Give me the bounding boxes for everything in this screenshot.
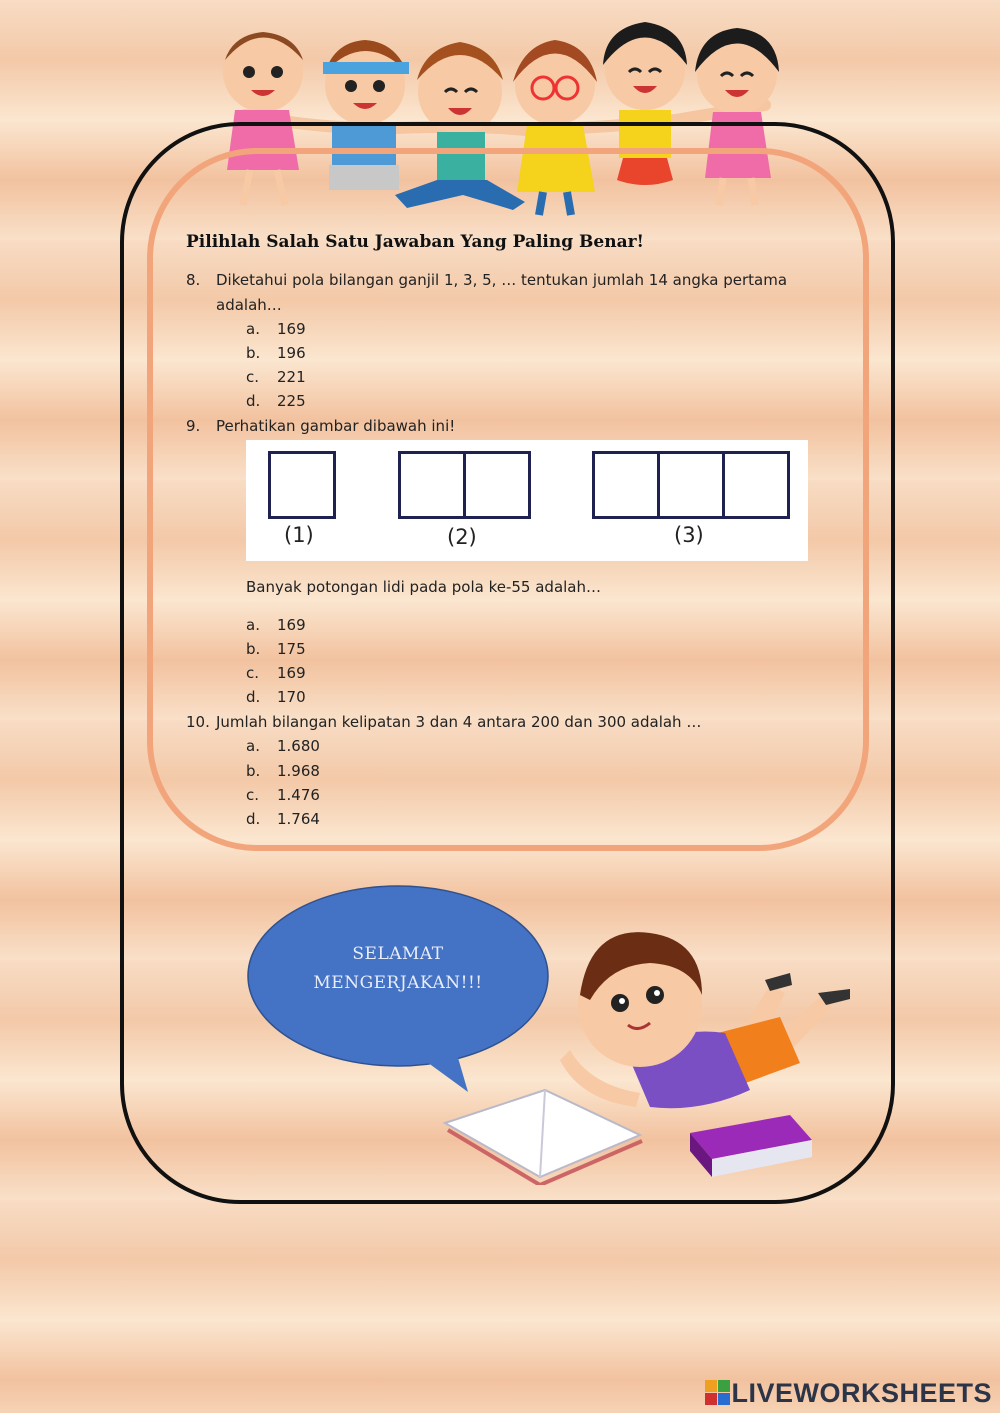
option-value: 196 <box>277 344 306 362</box>
option-value: 170 <box>277 688 306 706</box>
pattern-1-square <box>268 451 336 519</box>
pattern-3-square-b <box>657 451 725 519</box>
option-value: 175 <box>277 640 306 658</box>
question-text: Jumlah bilangan kelipatan 3 dan 4 antara 200 dan 300 adalah … <box>216 713 702 731</box>
option-letter: c. <box>246 664 260 682</box>
option-letter: a. <box>246 320 260 338</box>
option-8c[interactable] <box>246 368 306 386</box>
option-letter: c. <box>246 786 260 804</box>
figure-label-2: (2) <box>447 525 477 549</box>
option-letter: b. <box>246 762 261 780</box>
option-value: 1.476 <box>277 786 320 804</box>
option-letter: d. <box>246 688 261 706</box>
option-value: 169 <box>277 320 306 338</box>
option-10d[interactable] <box>246 810 320 828</box>
option-8d[interactable] <box>246 392 306 410</box>
logo-mark-icon <box>705 1380 731 1406</box>
question-text: Diketahui pola bilangan ganjil 1, 3, 5, … tentukan jumlah 14 angka pertama <box>216 271 788 289</box>
figure-label-1: (1) <box>284 523 314 547</box>
option-value: 1.680 <box>277 737 320 755</box>
option-letter: a. <box>246 616 260 634</box>
option-value: 225 <box>277 392 306 410</box>
pattern-3-square-a <box>592 451 660 519</box>
bubble-line-1: SELAMAT <box>352 944 444 964</box>
option-letter: b. <box>246 640 261 658</box>
option-letter: d. <box>246 810 261 828</box>
question-number: 9. <box>186 417 201 435</box>
option-letter: c. <box>246 368 260 386</box>
liveworksheets-logo <box>705 1378 992 1408</box>
option-letter: b. <box>246 344 261 362</box>
option-8b[interactable] <box>246 344 306 362</box>
option-value: 1.764 <box>277 810 320 828</box>
question-9 <box>186 417 455 435</box>
option-value: 169 <box>277 616 306 634</box>
stick-pattern-figure <box>246 440 808 561</box>
question-text: Perhatikan gambar dibawah ini! <box>216 417 456 435</box>
option-value: 169 <box>277 664 306 682</box>
option-10b[interactable] <box>246 762 320 780</box>
option-9b[interactable] <box>246 640 306 658</box>
option-9d[interactable] <box>246 688 306 706</box>
option-letter: a. <box>246 737 260 755</box>
option-value: 1.968 <box>277 762 320 780</box>
instruction-title: Pilihlah Salah Satu Jawaban Yang Paling Benar! <box>186 232 645 252</box>
question-8-line1 <box>186 271 787 289</box>
option-8a[interactable] <box>246 320 306 338</box>
question-number: 8. <box>186 271 201 289</box>
question-10 <box>186 713 701 731</box>
pattern-2-square-b <box>463 451 531 519</box>
figure-label-3: (3) <box>674 523 704 547</box>
option-10a[interactable] <box>246 737 320 755</box>
option-9c[interactable] <box>246 664 306 682</box>
question-8-line2: adalah… <box>216 296 282 314</box>
option-9a[interactable] <box>246 616 306 634</box>
question-number: 10. <box>186 713 210 731</box>
bubble-line-2: MENGERJAKAN!!! <box>313 973 483 993</box>
question-9-prompt: Banyak potongan lidi pada pola ke-55 adalah… <box>246 578 601 596</box>
option-letter: d. <box>246 392 261 410</box>
option-10c[interactable] <box>246 786 320 804</box>
pattern-3-square-c <box>722 451 790 519</box>
logo-text: LIVEWORKSHEETS <box>731 1377 992 1408</box>
reading-boy-illustration <box>440 885 860 1185</box>
option-value: 221 <box>277 368 306 386</box>
pattern-2-square-a <box>398 451 466 519</box>
